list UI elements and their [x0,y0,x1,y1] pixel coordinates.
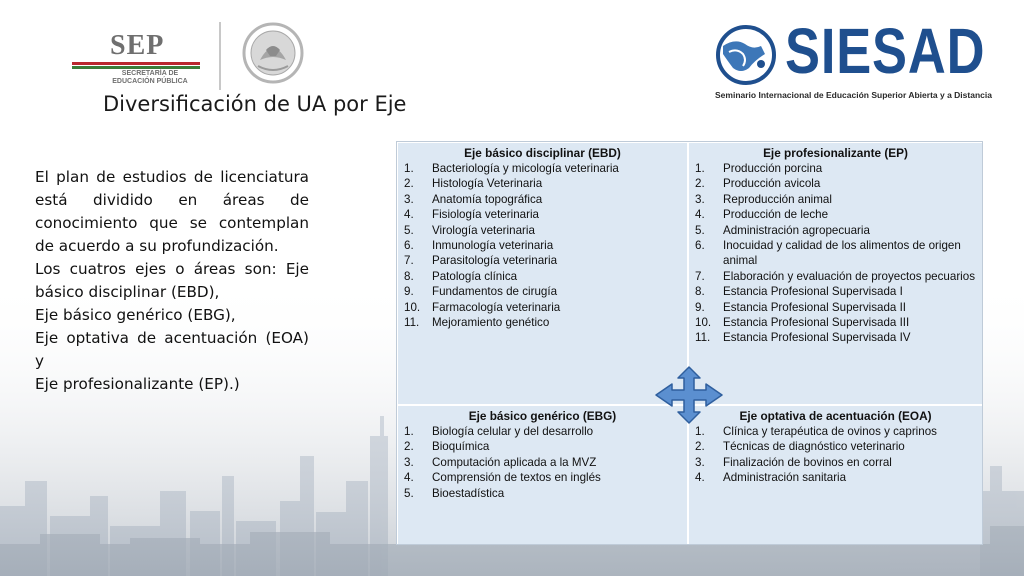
sep-logo-subtitle: SECRETARÍA DE EDUCACIÓN PÚBLICA [112,70,188,85]
list-item [404,300,681,315]
list-item-text: Estancia Profesional Supervisada I [723,285,903,299]
list-item-text: Fundamentos de cirugía [432,285,558,299]
list-item [404,223,681,238]
list-item-number: 2. [404,177,414,191]
list-item-text: Bacteriología y micología veterinaria [432,162,619,175]
list-item [404,238,681,253]
list-item [404,207,681,222]
list-item-text: Mejoramiento genético [432,316,550,330]
list-item [695,455,976,470]
axis-title-ebg: Eje básico genérico (EBG) [468,409,617,423]
list-item-number: 6. [404,239,414,253]
list-item [404,486,681,501]
list-item [695,424,976,439]
list-item [695,176,976,191]
list-item-number: 1. [404,425,414,438]
list-item-text: Histología Veterinaria [432,177,543,191]
list-item-text: Comprensión de textos en inglés [432,471,601,485]
list-item-number: 2. [695,177,705,191]
list-item-text: Técnicas de diagnóstico veterinario [723,440,905,454]
list-item [404,315,681,330]
list-item-text: Estancia Profesional Supervisada III [723,316,910,330]
list-item-text: Producción porcina [723,162,823,175]
list-item-text: Biología celular y del desarrollo [432,425,594,438]
list-item-text: Reproducción animal [723,192,832,206]
list-item [695,238,976,269]
list-item-number: 3. [695,192,705,206]
list-item-text: Fisiología veterinaria [432,208,539,222]
intro-paragraph-3: Eje básico genérico (EBG), [35,306,236,324]
list-item [404,269,681,284]
list-item [404,470,681,485]
list-item [695,207,976,222]
list-item-text: Bioquímica [432,440,490,454]
list-item-number: 11. [695,331,711,345]
list-item-number: 7. [404,254,414,268]
axis-title-ep: Eje profesionalizante (EP) [763,146,908,160]
list-item [404,253,681,268]
list-item [695,161,976,176]
axis-list-ebd [404,161,681,330]
axes-grid [396,141,983,545]
list-item-text: Farmacología veterinaria [432,300,561,314]
siesad-logo-subtitle: Seminario Internacional de Educación Superior Abierta y a Distancia [715,90,992,100]
list-item-number: 10. [404,300,421,314]
list-item-number: 2. [404,440,414,454]
list-item [404,284,681,299]
list-item-text: Anatomía topográfica [432,192,543,206]
list-item-number: 11. [404,316,420,330]
list-item-text: Clínica y terapéutica de ovinos y caprinos [723,425,937,438]
intro-paragraph-2: Los cuatros ejes o áreas son: Eje básico disciplinar (EBD), [35,260,309,301]
list-item [404,161,681,176]
list-item-number: 5. [404,223,414,237]
list-item-number: 8. [404,269,414,283]
list-item-number: 5. [404,486,414,500]
list-item-number: 9. [695,300,705,314]
list-item-text: Finalización de bovinos en corral [723,455,892,469]
list-item-number: 4. [695,471,705,485]
list-item-number: 1. [695,162,705,175]
list-item-number: 6. [695,239,705,253]
list-item [695,300,976,315]
list-item [404,424,681,439]
list-item-text: Producción avicola [723,177,821,191]
axis-cell-ep [689,143,982,404]
intro-paragraph-4: Eje optativa de acentuación (EOA) y [35,329,309,370]
list-item-text: Estancia Profesional Supervisada IV [723,331,911,345]
intro-paragraph-5: Eje profesionalizante (EP).) [35,375,240,393]
axis-cell-ebg [398,406,687,544]
list-item [695,223,976,238]
logo-divider [219,22,221,90]
list-item [404,439,681,454]
sep-logo-red-stripe [72,62,200,65]
list-item-text: Estancia Profesional Supervisada II [723,300,907,314]
list-item [695,315,976,330]
list-item [404,455,681,470]
list-item [695,439,976,454]
list-item-number: 3. [404,455,414,469]
list-item-number: 2. [695,440,705,454]
axis-title-ebd: Eje básico disciplinar (EBD) [464,146,621,160]
list-item-text: Elaboración y evaluación de proyectos pecuarios [723,269,975,283]
list-item [695,330,976,345]
mexico-seal-icon [236,20,310,84]
list-item [695,470,976,485]
list-item-number: 1. [695,425,705,438]
sep-logo-green-stripe [72,66,200,69]
axis-list-ep [695,161,976,346]
list-item-number: 4. [695,208,705,222]
list-item-number: 4. [404,471,414,485]
list-item-text: Bioestadística [432,486,505,500]
list-item-number: 8. [695,285,705,299]
list-item-number: 1. [404,162,414,175]
list-item-text: Administración sanitaria [723,471,847,485]
four-way-arrow-icon [655,366,723,424]
list-item-number: 4. [404,208,414,222]
axis-cell-eoa [689,406,982,544]
list-item-text: Administración agropecuaria [723,223,870,237]
list-item [695,284,976,299]
list-item-text: Producción de leche [723,208,829,222]
list-item-text: Patología clínica [432,269,518,283]
list-item-text: Inmunología veterinaria [432,239,554,253]
list-item-number: 7. [695,269,705,283]
siesad-logo-text: SIESAD [785,15,986,87]
list-item [695,269,976,284]
sep-logo-text: SEP [110,30,165,61]
intro-paragraph-1: El plan de estudios de licenciatura está dividido en áreas de conocimiento que se contemplan de acuerdo a su profundización. [35,168,309,255]
list-item-number: 3. [404,192,414,206]
list-item [404,192,681,207]
axis-cell-ebd [398,143,687,404]
list-item [404,176,681,191]
list-item-number: 10. [695,316,712,330]
list-item-text: Virología veterinaria [432,223,535,237]
list-item-text: Computación aplicada a la MVZ [432,455,597,469]
list-item-number: 9. [404,285,414,299]
intro-text [35,166,309,396]
slide-title: Diversificación de UA por Eje [103,92,407,116]
axis-list-ebg [404,424,681,501]
axis-title-eoa: Eje optativa de acentuación (EOA) [739,409,932,423]
siesad-globe-icon [715,24,777,86]
axis-list-eoa [695,424,976,486]
list-item-text: Inocuidad y calidad de los alimentos de origen animal [723,239,961,268]
list-item-number: 3. [695,455,705,469]
list-item-text: Parasitología veterinaria [432,254,558,268]
list-item [695,192,976,207]
list-item-number: 5. [695,223,705,237]
